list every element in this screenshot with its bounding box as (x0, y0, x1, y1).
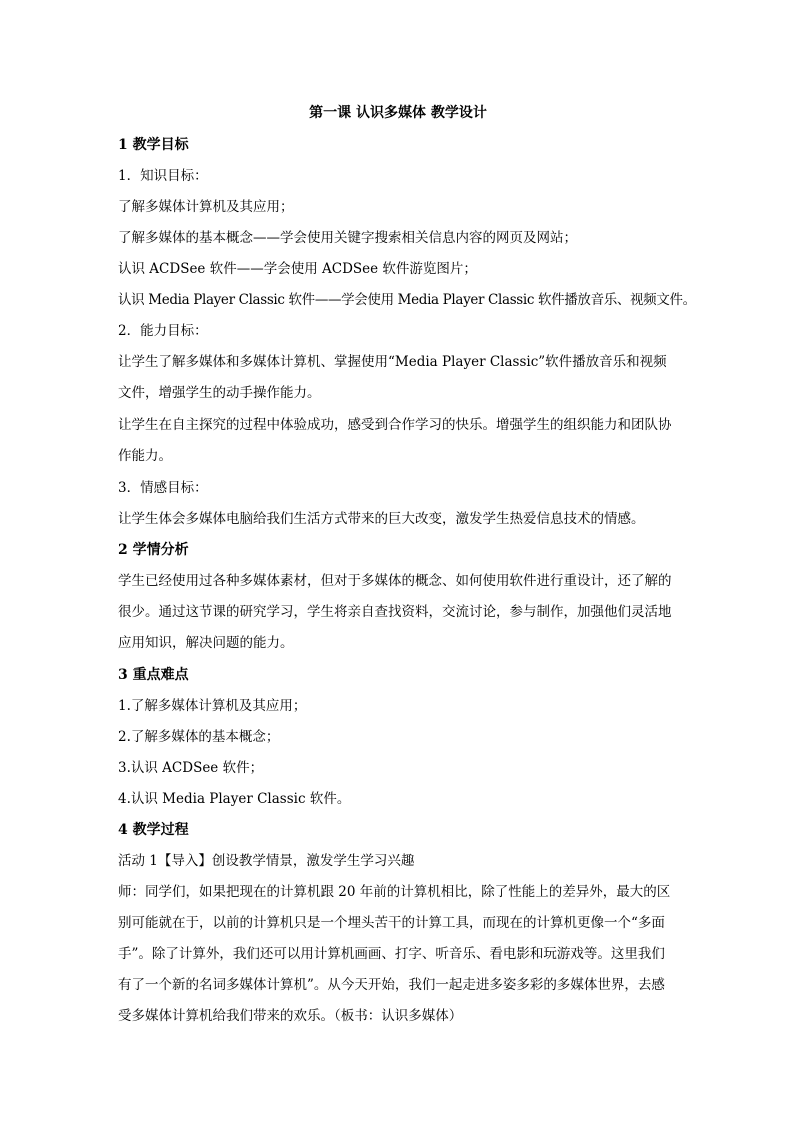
process-text: 师：同学们，如果把现在的计算机跟 20 年前的计算机相比，除了性能上的差异外，最大的区别可能就在于，以前的计算机只是一个埋头苦干的计算工具，而现在的计算机更像一个“多面手”。除了计算外，我们还可以用计算机画画、打字、听音乐、看电影和玩游戏等。这里我们有了一个新的名词多媒体计算机”。从今天开始，我们一起走进多姿多彩的多媒体世界，去感受多媒体计算机给我们带来的欢乐。（板书：认识多媒体） (118, 884, 671, 1024)
document-title: 第一课 认识多媒体 教学设计 (309, 105, 487, 121)
analysis-text: 学生已经使用过各种多媒体素材，但对于多媒体的概念、如何使用软件进行重设计，还了解的很少。通过这节课的研究学习，学生将亲自查找资料，交流讨论，参与制作，加强他们灵活地应用知识，解决问题的能力。 (118, 573, 672, 651)
knowledge-item-2: 了解多媒体的基本概念——学会使用关键字搜索相关信息内容的网页及网站； (118, 230, 577, 246)
knowledge-item-4: 认识 Media Player Classic 软件——学会使用 Media Player Classic 软件播放音乐、视频文件。 (118, 292, 696, 308)
subheading-knowledge: 1．知识目标： (118, 168, 208, 184)
knowledge-item-1: 了解多媒体计算机及其应用； (118, 199, 294, 215)
section-heading-goals: 1 教学目标 (118, 137, 189, 153)
key-point-4: 4.认识 Media Player Classic 软件。 (118, 791, 351, 807)
subheading-emotion: 3．情感目标： (118, 480, 208, 496)
section-heading-process: 4 教学过程 (118, 822, 189, 838)
section-heading-analysis: 2 学情分析 (118, 542, 189, 558)
key-point-1: 1.了解多媒体计算机及其应用； (118, 698, 307, 714)
key-point-2: 2.了解多媒体的基本概念； (118, 729, 280, 745)
document-page (118, 103, 696, 1038)
section-heading-key-points: 3 重点难点 (118, 667, 189, 683)
ability-item-1: 让学生了解多媒体和多媒体计算机、掌握使用“Media Player Classic”软件播放音乐和视频文件，增强学生的动手操作能力。 (118, 354, 667, 401)
subheading-ability: 2．能力目标： (118, 323, 208, 339)
activity-title: 活动 1【导入】创设教学情景，激发学生学习兴趣 (118, 853, 415, 869)
key-point-3: 3.认识 ACDSee 软件； (118, 760, 264, 776)
emotion-item-1: 让学生体会多媒体电脑给我们生活方式带来的巨大改变，激发学生热爱信息技术的情感。 (118, 511, 645, 527)
ability-item-2: 让学生在自主探究的过程中体验成功，感受到合作学习的快乐。增强学生的组织能力和团队协作能力。 (118, 417, 672, 464)
knowledge-item-3: 认识 ACDSee 软件——学会使用 ACDSee 软件游览图片； (118, 261, 477, 277)
